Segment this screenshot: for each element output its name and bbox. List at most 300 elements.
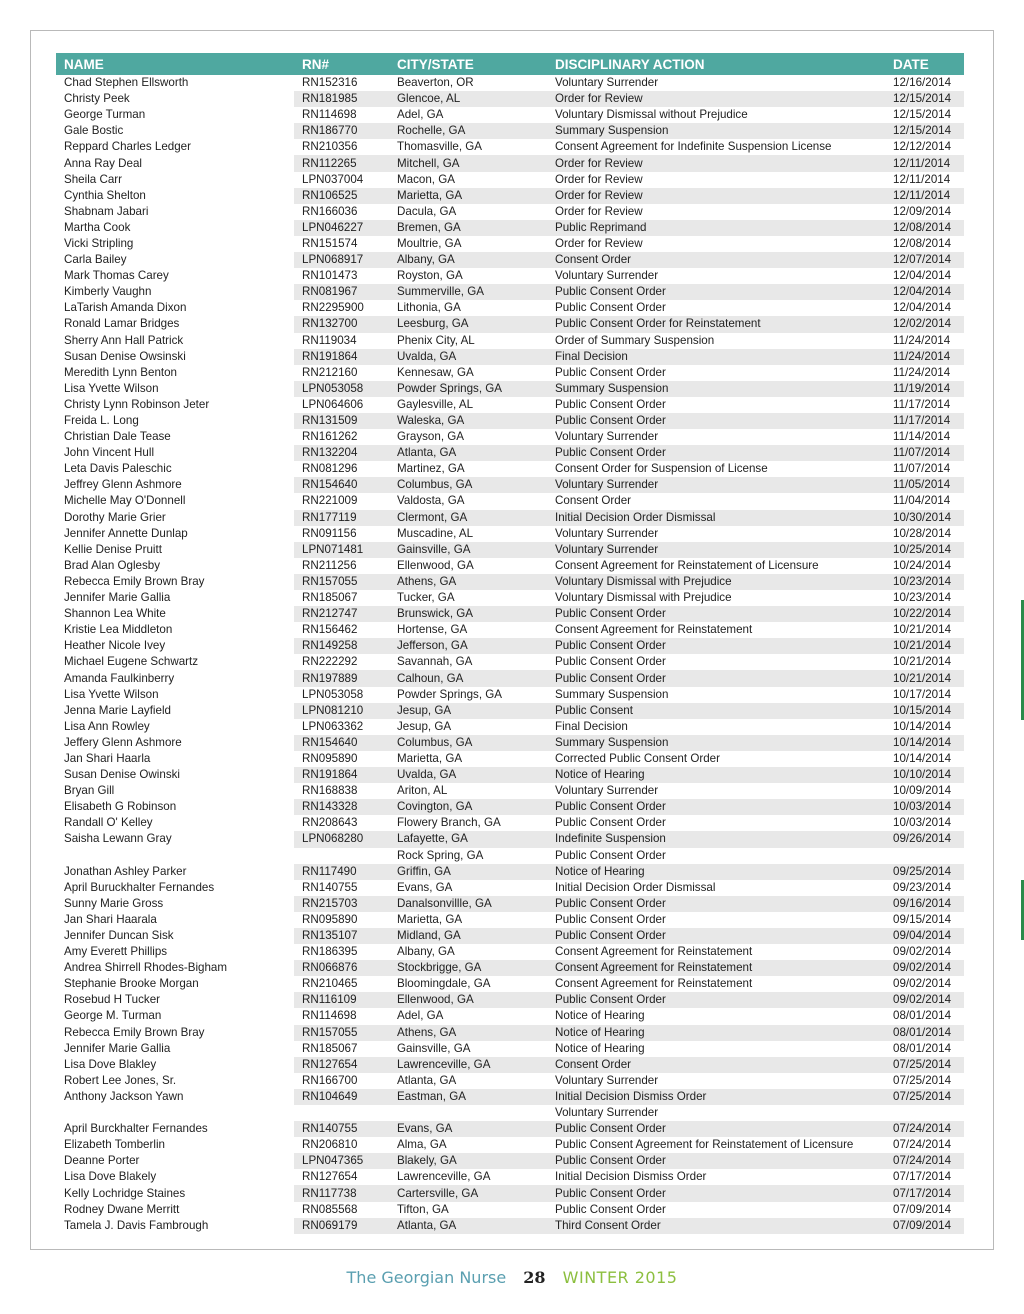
cell-city-state: Stockbrigge, GA: [389, 960, 547, 976]
header-disciplinary-action: DISCIPLINARY ACTION: [547, 53, 885, 75]
cell-disciplinary-action: Voluntary Surrender: [547, 429, 885, 445]
cell-name: Gale Bostic: [56, 123, 294, 139]
cell-disciplinary-action: Public Consent Order: [547, 413, 885, 429]
cell-rn-number: RN114698: [294, 1008, 389, 1024]
cell-rn-number: RN119034: [294, 333, 389, 349]
cell-name: Mark Thomas Carey: [56, 268, 294, 284]
cell-name: Randall O' Kelley: [56, 815, 294, 831]
cell-city-state: Macon, GA: [389, 172, 547, 188]
cell-city-state: Rock Spring, GA: [389, 848, 547, 864]
cell-date: 10/10/2014: [885, 767, 964, 783]
cell-date: 07/17/2014: [885, 1169, 964, 1185]
cell-date: 09/02/2014: [885, 992, 964, 1008]
cell-date: 09/25/2014: [885, 864, 964, 880]
issue-label: WINTER 2015: [562, 1268, 678, 1287]
cell-date: 12/15/2014: [885, 123, 964, 139]
cell-disciplinary-action: Voluntary Surrender: [547, 783, 885, 799]
table-row: [56, 1025, 964, 1041]
cell-date: 09/23/2014: [885, 880, 964, 896]
cell-rn-number: LPN064606: [294, 397, 389, 413]
cell-date: 11/19/2014: [885, 381, 964, 397]
cell-disciplinary-action: Public Consent Order: [547, 1202, 885, 1218]
cell-rn-number: RN114698: [294, 107, 389, 123]
cell-disciplinary-action: Initial Decision Dismiss Order: [547, 1089, 885, 1105]
cell-date: 11/05/2014: [885, 477, 964, 493]
cell-city-state: Leesburg, GA: [389, 316, 547, 332]
table-row: [56, 365, 964, 381]
cell-date: 12/04/2014: [885, 268, 964, 284]
cell-city-state: Lafayette, GA: [389, 831, 547, 847]
cell-date: 11/04/2014: [885, 493, 964, 509]
cell-disciplinary-action: Order for Review: [547, 236, 885, 252]
table-row: [56, 1218, 964, 1234]
cell-disciplinary-action: Order for Review: [547, 204, 885, 220]
table-row: [56, 1089, 964, 1105]
table-header-row: [56, 53, 964, 75]
cell-date: 11/24/2014: [885, 365, 964, 381]
cell-date: 07/09/2014: [885, 1202, 964, 1218]
cell-date: 10/28/2014: [885, 526, 964, 542]
cell-name: Ronald Lamar Bridges: [56, 316, 294, 332]
table-row: [56, 172, 964, 188]
cell-city-state: Blakely, GA: [389, 1153, 547, 1169]
cell-date: 08/01/2014: [885, 1041, 964, 1057]
cell-name: April Burckhalter Fernandes: [56, 1121, 294, 1137]
table-row: [56, 236, 964, 252]
cell-rn-number: RN177119: [294, 510, 389, 526]
cell-disciplinary-action: Public Consent Order: [547, 670, 885, 686]
table-row: [56, 429, 964, 445]
cell-name: Jennifer Duncan Sisk: [56, 928, 294, 944]
table-row: [56, 413, 964, 429]
table-row: [56, 638, 964, 654]
cell-disciplinary-action: Public Consent Agreement for Reinstatement of Licensure: [547, 1137, 885, 1153]
cell-name: Tamela J. Davis Fambrough: [56, 1218, 294, 1234]
cell-city-state: Adel, GA: [389, 1008, 547, 1024]
cell-rn-number: LPN046227: [294, 220, 389, 236]
cell-date: 08/01/2014: [885, 1025, 964, 1041]
cell-date: 11/24/2014: [885, 349, 964, 365]
cell-disciplinary-action: Voluntary Dismissal without Prejudice: [547, 107, 885, 123]
cell-city-state: Rochelle, GA: [389, 123, 547, 139]
cell-rn-number: RN154640: [294, 477, 389, 493]
cell-disciplinary-action: Consent Agreement for Reinstatement: [547, 622, 885, 638]
cell-name: [56, 848, 294, 864]
cell-disciplinary-action: Public Consent Order: [547, 799, 885, 815]
cell-name: Lisa Ann Rowley: [56, 719, 294, 735]
cell-city-state: Glencoe, AL: [389, 91, 547, 107]
cell-date: 07/17/2014: [885, 1185, 964, 1201]
cell-disciplinary-action: Public Consent Order: [547, 654, 885, 670]
cell-rn-number: RN166700: [294, 1073, 389, 1089]
page-footer: [0, 1268, 1024, 1287]
cell-disciplinary-action: Public Consent Order: [547, 365, 885, 381]
cell-rn-number: RN2295900: [294, 300, 389, 316]
table-row: [56, 461, 964, 477]
cell-disciplinary-action: Public Consent Order: [547, 912, 885, 928]
cell-date: 10/17/2014: [885, 687, 964, 703]
table-row: [56, 1105, 964, 1121]
cell-disciplinary-action: Voluntary Surrender: [547, 75, 885, 91]
cell-city-state: Brunswick, GA: [389, 606, 547, 622]
cell-rn-number: RN221009: [294, 493, 389, 509]
cell-name: Cynthia Shelton: [56, 188, 294, 204]
cell-date: 11/17/2014: [885, 397, 964, 413]
cell-date: 07/24/2014: [885, 1137, 964, 1153]
cell-rn-number: RN132204: [294, 445, 389, 461]
cell-name: Martha Cook: [56, 220, 294, 236]
cell-date: 11/24/2014: [885, 333, 964, 349]
cell-disciplinary-action: Voluntary Surrender: [547, 542, 885, 558]
cell-date: 12/02/2014: [885, 316, 964, 332]
cell-rn-number: RN149258: [294, 638, 389, 654]
cell-name: Meredith Lynn Benton: [56, 365, 294, 381]
table-row: [56, 252, 964, 268]
cell-date: 11/17/2014: [885, 413, 964, 429]
table-row: [56, 703, 964, 719]
cell-disciplinary-action: Voluntary Surrender: [547, 1105, 885, 1121]
cell-city-state: Bloomingdale, GA: [389, 976, 547, 992]
cell-rn-number: RN191864: [294, 767, 389, 783]
cell-date: 10/21/2014: [885, 638, 964, 654]
cell-name: Vicki Stripling: [56, 236, 294, 252]
cell-date: 10/14/2014: [885, 751, 964, 767]
cell-name: Amanda Faulkinberry: [56, 670, 294, 686]
table-row: [56, 590, 964, 606]
cell-city-state: Phenix City, AL: [389, 333, 547, 349]
cell-name: Deanne Porter: [56, 1153, 294, 1169]
table-row: [56, 300, 964, 316]
cell-disciplinary-action: Public Consent Order: [547, 445, 885, 461]
cell-city-state: Cartersville, GA: [389, 1185, 547, 1201]
cell-disciplinary-action: Summary Suspension: [547, 687, 885, 703]
cell-city-state: Atlanta, GA: [389, 1218, 547, 1234]
cell-name: Robert Lee Jones, Sr.: [56, 1073, 294, 1089]
cell-city-state: Gainsville, GA: [389, 542, 547, 558]
cell-date: 09/02/2014: [885, 976, 964, 992]
cell-rn-number: RN095890: [294, 912, 389, 928]
cell-date: 12/11/2014: [885, 172, 964, 188]
table-row: [56, 799, 964, 815]
cell-disciplinary-action: Summary Suspension: [547, 381, 885, 397]
cell-date: 09/16/2014: [885, 896, 964, 912]
cell-name: Andrea Shirrell Rhodes-Bigham: [56, 960, 294, 976]
cell-disciplinary-action: Public Consent Order: [547, 992, 885, 1008]
cell-city-state: Calhoun, GA: [389, 670, 547, 686]
cell-name: George Turman: [56, 107, 294, 123]
cell-name: Shannon Lea White: [56, 606, 294, 622]
table-row: [56, 139, 964, 155]
cell-name: Jennifer Annette Dunlap: [56, 526, 294, 542]
cell-city-state: Columbus, GA: [389, 477, 547, 493]
cell-disciplinary-action: Order for Review: [547, 188, 885, 204]
disciplinary-actions-table: [56, 53, 964, 1234]
cell-city-state: Marietta, GA: [389, 912, 547, 928]
cell-date: 09/26/2014: [885, 831, 964, 847]
cell-city-state: Dacula, GA: [389, 204, 547, 220]
magazine-title: The Georgian Nurse: [346, 1268, 507, 1287]
cell-disciplinary-action: Final Decision: [547, 719, 885, 735]
cell-rn-number: RN104649: [294, 1089, 389, 1105]
cell-city-state: Albany, GA: [389, 944, 547, 960]
cell-disciplinary-action: Voluntary Surrender: [547, 1073, 885, 1089]
cell-date: 09/04/2014: [885, 928, 964, 944]
cell-disciplinary-action: Public Consent Order for Reinstatement: [547, 316, 885, 332]
table-row: [56, 767, 964, 783]
cell-date: 07/25/2014: [885, 1073, 964, 1089]
cell-city-state: Athens, GA: [389, 1025, 547, 1041]
cell-name: Jennifer Marie Gallia: [56, 590, 294, 606]
cell-name: Rebecca Emily Brown Bray: [56, 574, 294, 590]
table-row: [56, 107, 964, 123]
table-row: [56, 1057, 964, 1073]
table-row: [56, 558, 964, 574]
table-row: [56, 1202, 964, 1218]
table-row: [56, 783, 964, 799]
cell-date: 10/23/2014: [885, 590, 964, 606]
cell-rn-number: LPN063362: [294, 719, 389, 735]
cell-date: 09/02/2014: [885, 960, 964, 976]
cell-rn-number: LPN053058: [294, 381, 389, 397]
cell-date: 12/15/2014: [885, 91, 964, 107]
cell-name: Kimberly Vaughn: [56, 284, 294, 300]
table-row: [56, 526, 964, 542]
table-row: [56, 670, 964, 686]
cell-name: Michelle May O'Donnell: [56, 493, 294, 509]
table-row: [56, 815, 964, 831]
cell-rn-number: RN106525: [294, 188, 389, 204]
cell-rn-number: LPN081210: [294, 703, 389, 719]
cell-disciplinary-action: Consent Agreement for Reinstatement of Licensure: [547, 558, 885, 574]
cell-rn-number: RN210465: [294, 976, 389, 992]
cell-city-state: Jesup, GA: [389, 719, 547, 735]
page-number: 28: [523, 1268, 546, 1287]
cell-rn-number: RN081296: [294, 461, 389, 477]
cell-date: [885, 848, 964, 864]
table-row: [56, 1185, 964, 1201]
cell-city-state: Gainsville, GA: [389, 1041, 547, 1057]
cell-rn-number: RN181985: [294, 91, 389, 107]
cell-name: Michael Eugene Schwartz: [56, 654, 294, 670]
cell-city-state: Gaylesville, AL: [389, 397, 547, 413]
cell-city-state: Kennesaw, GA: [389, 365, 547, 381]
cell-name: [56, 1105, 294, 1121]
cell-rn-number: RN186395: [294, 944, 389, 960]
cell-city-state: Columbus, GA: [389, 735, 547, 751]
cell-name: Lisa Dove Blakley: [56, 1057, 294, 1073]
cell-city-state: Flowery Branch, GA: [389, 815, 547, 831]
cell-rn-number: LPN053058: [294, 687, 389, 703]
cell-city-state: Atlanta, GA: [389, 1073, 547, 1089]
cell-city-state: Hortense, GA: [389, 622, 547, 638]
table-row: [56, 397, 964, 413]
cell-date: 12/04/2014: [885, 284, 964, 300]
table-row: [56, 606, 964, 622]
cell-name: Carla Bailey: [56, 252, 294, 268]
cell-name: April Buruckhalter Fernandes: [56, 880, 294, 896]
cell-disciplinary-action: Voluntary Dismissal with Prejudice: [547, 590, 885, 606]
cell-date: 12/08/2014: [885, 236, 964, 252]
cell-city-state: Atlanta, GA: [389, 445, 547, 461]
cell-disciplinary-action: Voluntary Dismissal with Prejudice: [547, 574, 885, 590]
cell-name: Elisabeth G Robinson: [56, 799, 294, 815]
cell-city-state: Bremen, GA: [389, 220, 547, 236]
cell-date: [885, 1105, 964, 1121]
cell-rn-number: RN197889: [294, 670, 389, 686]
table-row: [56, 123, 964, 139]
cell-date: 11/07/2014: [885, 461, 964, 477]
cell-city-state: Jesup, GA: [389, 703, 547, 719]
table-body: [56, 75, 964, 1234]
table-row: [56, 896, 964, 912]
cell-rn-number: RN168838: [294, 783, 389, 799]
cell-disciplinary-action: Public Consent Order: [547, 1153, 885, 1169]
cell-city-state: Uvalda, GA: [389, 349, 547, 365]
cell-disciplinary-action: Initial Decision Order Dismissal: [547, 880, 885, 896]
cell-disciplinary-action: Final Decision: [547, 349, 885, 365]
cell-rn-number: RN212747: [294, 606, 389, 622]
cell-city-state: Thomasville, GA: [389, 139, 547, 155]
cell-disciplinary-action: Summary Suspension: [547, 123, 885, 139]
cell-rn-number: [294, 1105, 389, 1121]
table-row: [56, 542, 964, 558]
cell-date: 11/07/2014: [885, 445, 964, 461]
cell-disciplinary-action: Consent Agreement for Reinstatement: [547, 960, 885, 976]
cell-name: Jeffrey Glenn Ashmore: [56, 477, 294, 493]
cell-rn-number: RN143328: [294, 799, 389, 815]
cell-date: 09/02/2014: [885, 944, 964, 960]
cell-disciplinary-action: Notice of Hearing: [547, 864, 885, 880]
cell-rn-number: RN206810: [294, 1137, 389, 1153]
cell-disciplinary-action: Public Consent Order: [547, 397, 885, 413]
cell-date: 10/25/2014: [885, 542, 964, 558]
cell-name: Jonathan Ashley Parker: [56, 864, 294, 880]
cell-name: Leta Davis Paleschic: [56, 461, 294, 477]
cell-name: Chad Stephen Ellsworth: [56, 75, 294, 91]
cell-disciplinary-action: Initial Decision Order Dismissal: [547, 510, 885, 526]
cell-name: Stephanie Brooke Morgan: [56, 976, 294, 992]
cell-name: Christy Lynn Robinson Jeter: [56, 397, 294, 413]
table-row: [56, 155, 964, 171]
table-row: [56, 91, 964, 107]
cell-disciplinary-action: Voluntary Surrender: [547, 477, 885, 493]
cell-disciplinary-action: Voluntary Surrender: [547, 526, 885, 542]
cell-name: Anna Ray Deal: [56, 155, 294, 171]
cell-city-state: Griffin, GA: [389, 864, 547, 880]
table-row: [56, 1041, 964, 1057]
cell-date: 11/14/2014: [885, 429, 964, 445]
cell-disciplinary-action: Public Consent: [547, 703, 885, 719]
cell-disciplinary-action: Corrected Public Consent Order: [547, 751, 885, 767]
cell-disciplinary-action: Consent Agreement for Reinstatement: [547, 976, 885, 992]
cell-disciplinary-action: Public Consent Order: [547, 896, 885, 912]
cell-city-state: Lithonia, GA: [389, 300, 547, 316]
table-row: [56, 880, 964, 896]
cell-date: 10/24/2014: [885, 558, 964, 574]
cell-city-state: Ariton, AL: [389, 783, 547, 799]
cell-rn-number: LPN037004: [294, 172, 389, 188]
table-row: [56, 751, 964, 767]
cell-name: Rebecca Emily Brown Bray: [56, 1025, 294, 1041]
cell-city-state: Midland, GA: [389, 928, 547, 944]
cell-city-state: Royston, GA: [389, 268, 547, 284]
cell-name: Rodney Dwane Merritt: [56, 1202, 294, 1218]
cell-name: Bryan Gill: [56, 783, 294, 799]
cell-rn-number: RN166036: [294, 204, 389, 220]
cell-rn-number: RN210356: [294, 139, 389, 155]
cell-disciplinary-action: Public Consent Order: [547, 928, 885, 944]
cell-city-state: Summerville, GA: [389, 284, 547, 300]
cell-date: 12/11/2014: [885, 155, 964, 171]
cell-city-state: Marietta, GA: [389, 188, 547, 204]
cell-disciplinary-action: Public Consent Order: [547, 815, 885, 831]
cell-date: 10/14/2014: [885, 719, 964, 735]
cell-city-state: Muscadine, AL: [389, 526, 547, 542]
cell-name: Heather Nicole Ivey: [56, 638, 294, 654]
cell-date: 10/21/2014: [885, 670, 964, 686]
cell-city-state: Waleska, GA: [389, 413, 547, 429]
cell-date: 10/30/2014: [885, 510, 964, 526]
cell-name: Sunny Marie Gross: [56, 896, 294, 912]
cell-city-state: Moultrie, GA: [389, 236, 547, 252]
cell-date: 12/09/2014: [885, 204, 964, 220]
cell-name: Dorothy Marie Grier: [56, 510, 294, 526]
cell-rn-number: RN191864: [294, 349, 389, 365]
cell-city-state: Ellenwood, GA: [389, 558, 547, 574]
cell-rn-number: RN116109: [294, 992, 389, 1008]
cell-rn-number: RN117738: [294, 1185, 389, 1201]
cell-date: 07/25/2014: [885, 1089, 964, 1105]
cell-date: 12/07/2014: [885, 252, 964, 268]
cell-city-state: Danalsonvillle, GA: [389, 896, 547, 912]
cell-name: Amy Everett Phillips: [56, 944, 294, 960]
cell-city-state: Eastman, GA: [389, 1089, 547, 1105]
cell-rn-number: RN112265: [294, 155, 389, 171]
cell-name: Shabnam Jabari: [56, 204, 294, 220]
table-row: [56, 381, 964, 397]
cell-city-state: Savannah, GA: [389, 654, 547, 670]
cell-date: 10/15/2014: [885, 703, 964, 719]
cell-rn-number: LPN068917: [294, 252, 389, 268]
cell-rn-number: RN151574: [294, 236, 389, 252]
cell-disciplinary-action: Public Consent Order: [547, 284, 885, 300]
cell-rn-number: [294, 848, 389, 864]
cell-city-state: [389, 1105, 547, 1121]
cell-city-state: Jefferson, GA: [389, 638, 547, 654]
cell-city-state: Athens, GA: [389, 574, 547, 590]
table-row: [56, 687, 964, 703]
cell-name: Rosebud H Tucker: [56, 992, 294, 1008]
cell-disciplinary-action: Public Consent Order: [547, 300, 885, 316]
cell-name: Sheila Carr: [56, 172, 294, 188]
cell-city-state: Mitchell, GA: [389, 155, 547, 171]
cell-disciplinary-action: Consent Order: [547, 252, 885, 268]
cell-name: Jennifer Marie Gallia: [56, 1041, 294, 1057]
cell-disciplinary-action: Third Consent Order: [547, 1218, 885, 1234]
cell-rn-number: RN157055: [294, 574, 389, 590]
cell-rn-number: RN185067: [294, 1041, 389, 1057]
cell-disciplinary-action: Public Consent Order: [547, 638, 885, 654]
table-row: [56, 477, 964, 493]
cell-name: Freida L. Long: [56, 413, 294, 429]
cell-city-state: Martinez, GA: [389, 461, 547, 477]
cell-name: John Vincent Hull: [56, 445, 294, 461]
cell-disciplinary-action: Initial Decision Dismiss Order: [547, 1169, 885, 1185]
table-row: [56, 1137, 964, 1153]
table-row: [56, 864, 964, 880]
cell-disciplinary-action: Public Consent Order: [547, 848, 885, 864]
cell-rn-number: RN222292: [294, 654, 389, 670]
